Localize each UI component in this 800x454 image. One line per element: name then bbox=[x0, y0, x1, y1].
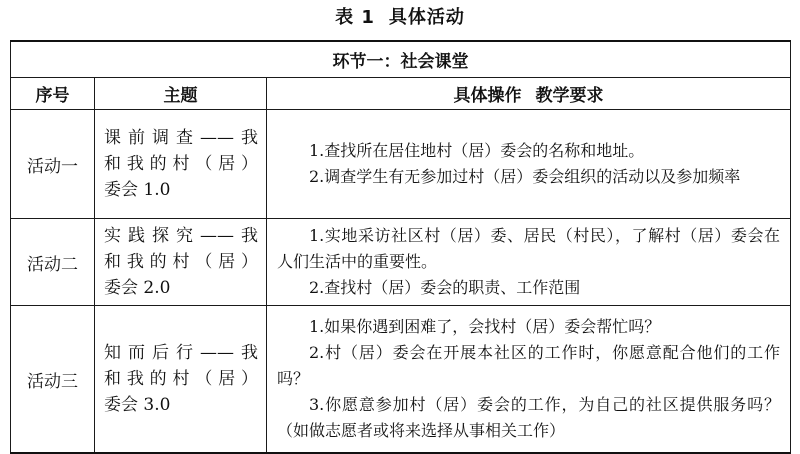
activity-seq: 活动三 bbox=[11, 306, 95, 454]
section-row bbox=[11, 41, 791, 78]
activity-topic bbox=[95, 219, 267, 306]
topic-line: 委会 1.0 bbox=[104, 180, 171, 200]
topic-line: 知而后行——我 bbox=[104, 343, 258, 363]
header-topic: 主题 bbox=[95, 78, 267, 110]
requirement-item: 2.村（居）委会在开展本社区的工作时，你愿意配合他们的工作吗？ bbox=[277, 343, 781, 388]
requirement-item: 2.调查学生有无参加过村（居）委会组织的活动以及参加频率 bbox=[309, 167, 741, 186]
topic-line: 委会 2.0 bbox=[104, 278, 171, 298]
activity-requirements bbox=[267, 306, 791, 454]
header-operation-label: 具体操作 bbox=[453, 86, 522, 106]
table-caption-label: 表 1 bbox=[335, 7, 375, 28]
topic-line: 实践探究——我 bbox=[104, 226, 258, 246]
requirement-item: 3.你愿意参加村（居）委会的工作，为自己的社区提供服务吗？（如做志愿者或将来选择从事相关工作） bbox=[277, 395, 781, 440]
table-caption-title: 具体活动 bbox=[388, 7, 465, 28]
header-row bbox=[11, 78, 791, 110]
topic-line: 和我的村（居） bbox=[104, 252, 258, 272]
requirement-item: 1.如果你遇到困难了，会找村（居）委会帮忙吗？ bbox=[309, 317, 661, 336]
table-caption bbox=[0, 4, 800, 32]
requirement-item: 2.查找村（居）委会的职责、工作范围 bbox=[309, 278, 581, 297]
activity-requirements bbox=[267, 110, 791, 219]
section-title: 环节一：社会课堂 bbox=[11, 41, 791, 78]
header-requirements bbox=[267, 78, 791, 110]
table-row bbox=[11, 110, 791, 219]
activities-table bbox=[10, 40, 791, 454]
header-teaching-label: 教学要求 bbox=[535, 86, 604, 106]
topic-line: 课前调查——我 bbox=[104, 128, 258, 148]
table-row bbox=[11, 219, 791, 306]
header-seq: 序号 bbox=[11, 78, 95, 110]
activity-topic bbox=[95, 110, 267, 219]
table-row bbox=[11, 306, 791, 454]
activity-seq: 活动二 bbox=[11, 219, 95, 306]
activity-topic bbox=[95, 306, 267, 454]
activity-requirements bbox=[267, 219, 791, 306]
requirement-item: 1.查找所在居住地村（居）委会的名称和地址。 bbox=[309, 141, 645, 160]
topic-line: 委会 3.0 bbox=[104, 395, 171, 415]
topic-line: 和我的村（居） bbox=[104, 154, 258, 174]
topic-line: 和我的村（居） bbox=[104, 369, 258, 389]
activity-seq: 活动一 bbox=[11, 110, 95, 219]
requirement-item: 1.实地采访社区村（居）委、居民（村民），了解村（居）委会在人们生活中的重要性。 bbox=[277, 226, 781, 271]
